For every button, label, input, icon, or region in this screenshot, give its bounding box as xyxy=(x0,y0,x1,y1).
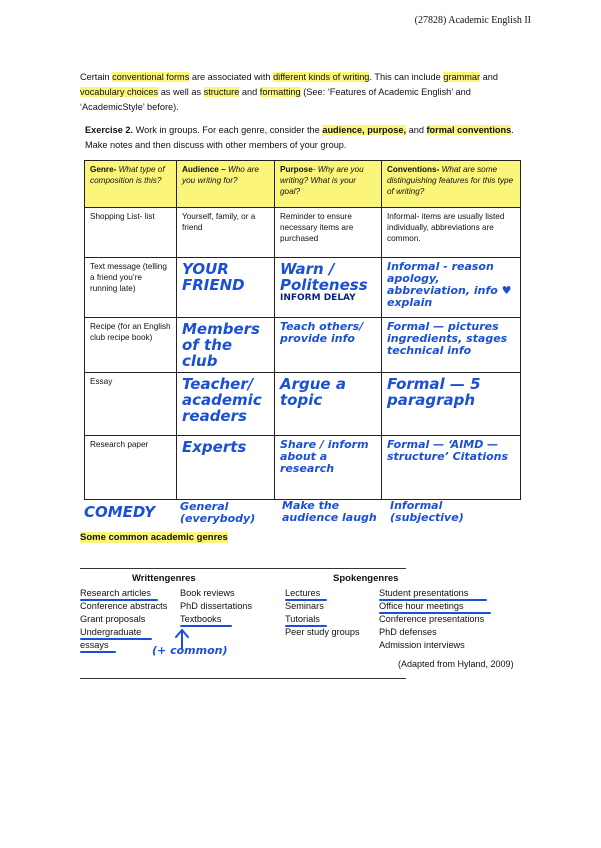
exercise-label: Exercise 2. xyxy=(85,125,134,135)
intro-highlight: structure xyxy=(203,87,240,97)
list-item: Undergraduate xyxy=(80,627,142,637)
handwritten-note: Informal - reason apology, abbreviation, info ♥ explain xyxy=(387,260,512,309)
citation: (Adapted from Hyland, 2009) xyxy=(398,659,514,669)
cell-purpose xyxy=(275,258,382,318)
header-genre: Genre- What type of composition is this? xyxy=(85,161,177,208)
handwritten-annotation: (+ common) xyxy=(152,644,228,657)
cell-purpose xyxy=(275,318,382,373)
intro-text: . This can include xyxy=(369,72,444,82)
intro-highlight: formatting xyxy=(259,87,301,97)
divider xyxy=(80,568,406,569)
cell-genre: Shopping List- list xyxy=(85,208,177,258)
table-row xyxy=(85,258,521,318)
pen-underline xyxy=(379,612,491,614)
table-row xyxy=(85,436,521,500)
header-audience: Audience – Who are you writing for? xyxy=(177,161,275,208)
handwritten-note: Argue a topic xyxy=(280,375,346,409)
exercise-instructions xyxy=(85,123,515,153)
cell-audience xyxy=(177,373,275,436)
cell-purpose: Reminder to ensure necessary items are purchased xyxy=(275,208,382,258)
intro-text: (See: ‘Features of Academic English’ and ‘AcademicStyle’ before). xyxy=(80,87,471,112)
list-item: essays xyxy=(80,640,109,650)
handwritten-note: Experts xyxy=(182,438,247,456)
intro-text: are associated with xyxy=(189,72,274,82)
intro-text: Certain xyxy=(80,72,113,82)
handwritten-note: Members of the club xyxy=(182,320,260,370)
list-item: Seminars xyxy=(285,601,324,611)
cell-conventions xyxy=(382,258,521,318)
pen-underline xyxy=(80,651,116,653)
table-row xyxy=(85,318,521,373)
header-purpose: Purpose- Why are you writing? What is your goal? xyxy=(275,161,382,208)
cell-audience xyxy=(177,436,275,500)
pen-underline xyxy=(285,625,327,627)
handwritten-genre: COMEDY xyxy=(84,503,156,521)
list-item: Lectures xyxy=(285,588,321,598)
handwritten-purpose: Make the audience laugh xyxy=(282,499,377,524)
list-item: Tutorials xyxy=(285,614,320,624)
cell-audience: Yourself, family, or a friend xyxy=(177,208,275,258)
section-title: Some common academic genres xyxy=(80,532,228,543)
exercise-highlight: audience, purpose, xyxy=(322,125,407,135)
intro-highlight: different kinds of writing xyxy=(273,72,370,82)
table-row xyxy=(85,373,521,436)
list-item: PhD defenses xyxy=(379,627,437,637)
handwritten-note: Formal — ‘AIMD — structure’ Citations xyxy=(387,438,509,463)
intro-text: and xyxy=(480,72,498,82)
handwritten-note: INFORM DELAY xyxy=(280,293,356,303)
table-header-row xyxy=(85,161,521,208)
cell-genre: Recipe (for an English club recipe book) xyxy=(85,318,177,373)
handwritten-audience: General (everybody) xyxy=(180,500,256,525)
table-row xyxy=(85,208,521,258)
exercise-highlight: formal conventions xyxy=(426,125,512,135)
list-item: Conference presentations xyxy=(379,614,485,624)
list-item: Student presentations xyxy=(379,588,469,598)
cell-genre: Essay xyxy=(85,373,177,436)
list-item: Textbooks xyxy=(180,614,222,624)
exercise-text: Work in groups. For each genre, consider the xyxy=(133,125,323,135)
cell-purpose xyxy=(275,436,382,500)
written-list-1 xyxy=(80,587,167,652)
handwritten-note: YOUR FRIEND xyxy=(182,260,245,294)
intro-highlight: vocabulary choices xyxy=(80,87,159,97)
pen-underline xyxy=(379,599,487,601)
pen-underline xyxy=(180,625,232,627)
list-item: Research articles xyxy=(80,588,151,598)
handwritten-note: Warn / Politeness xyxy=(280,260,368,294)
spoken-list-2 xyxy=(379,587,484,652)
list-item: Grant proposals xyxy=(80,614,146,624)
spoken-genres-title: Spokengenres xyxy=(333,573,399,584)
cell-audience xyxy=(177,258,275,318)
genre-table xyxy=(84,160,521,500)
exercise-text: and xyxy=(406,125,427,135)
divider xyxy=(80,678,406,679)
list-item: Office hour meetings xyxy=(379,601,464,611)
handwritten-note: Formal — 5 paragraph xyxy=(387,375,481,409)
page-header: (27828) Academic English II xyxy=(414,15,531,26)
cell-purpose xyxy=(275,373,382,436)
cell-conventions: Informal- items are usually listed individually, abbreviations are common. xyxy=(382,208,521,258)
pen-underline xyxy=(285,599,327,601)
cell-genre: Research paper xyxy=(85,436,177,500)
exercise-text: . Make notes and then discuss with other members of your group. xyxy=(85,125,514,150)
handwritten-note: Share / inform about a research xyxy=(280,438,369,475)
written-list-2 xyxy=(180,587,252,626)
cell-conventions xyxy=(382,318,521,373)
list-item: PhD dissertations xyxy=(180,601,253,611)
list-item: Peer study groups xyxy=(285,627,360,637)
cell-conventions xyxy=(382,373,521,436)
intro-text: as well as xyxy=(158,87,204,97)
pen-underline xyxy=(80,599,158,601)
cell-genre: Text message (telling a friend you’re running late) xyxy=(85,258,177,318)
spoken-list-1 xyxy=(285,587,360,639)
list-item: Book reviews xyxy=(180,588,235,598)
list-item: Admission interviews xyxy=(379,640,465,650)
handwritten-note: Teacher/ academic readers xyxy=(182,375,262,425)
header-conventions: Conventions- What are some distinguishing features for this type of writing? xyxy=(382,161,521,208)
cell-audience xyxy=(177,318,275,373)
handwritten-conventions: Informal (subjective) xyxy=(390,499,464,524)
list-item: Conference abstracts xyxy=(80,601,168,611)
intro-text: and xyxy=(239,87,260,97)
intro-highlight: grammar xyxy=(443,72,481,82)
intro-highlight: conventional forms xyxy=(112,72,190,82)
pen-underline xyxy=(80,638,152,640)
handwritten-note: Formal — pictures ingredients, stages technical info xyxy=(387,320,508,357)
handwritten-note: Teach others/ provide info xyxy=(280,320,364,345)
cell-conventions xyxy=(382,436,521,500)
written-genres-title: Writtengenres xyxy=(132,573,196,584)
intro-paragraph xyxy=(80,70,520,115)
